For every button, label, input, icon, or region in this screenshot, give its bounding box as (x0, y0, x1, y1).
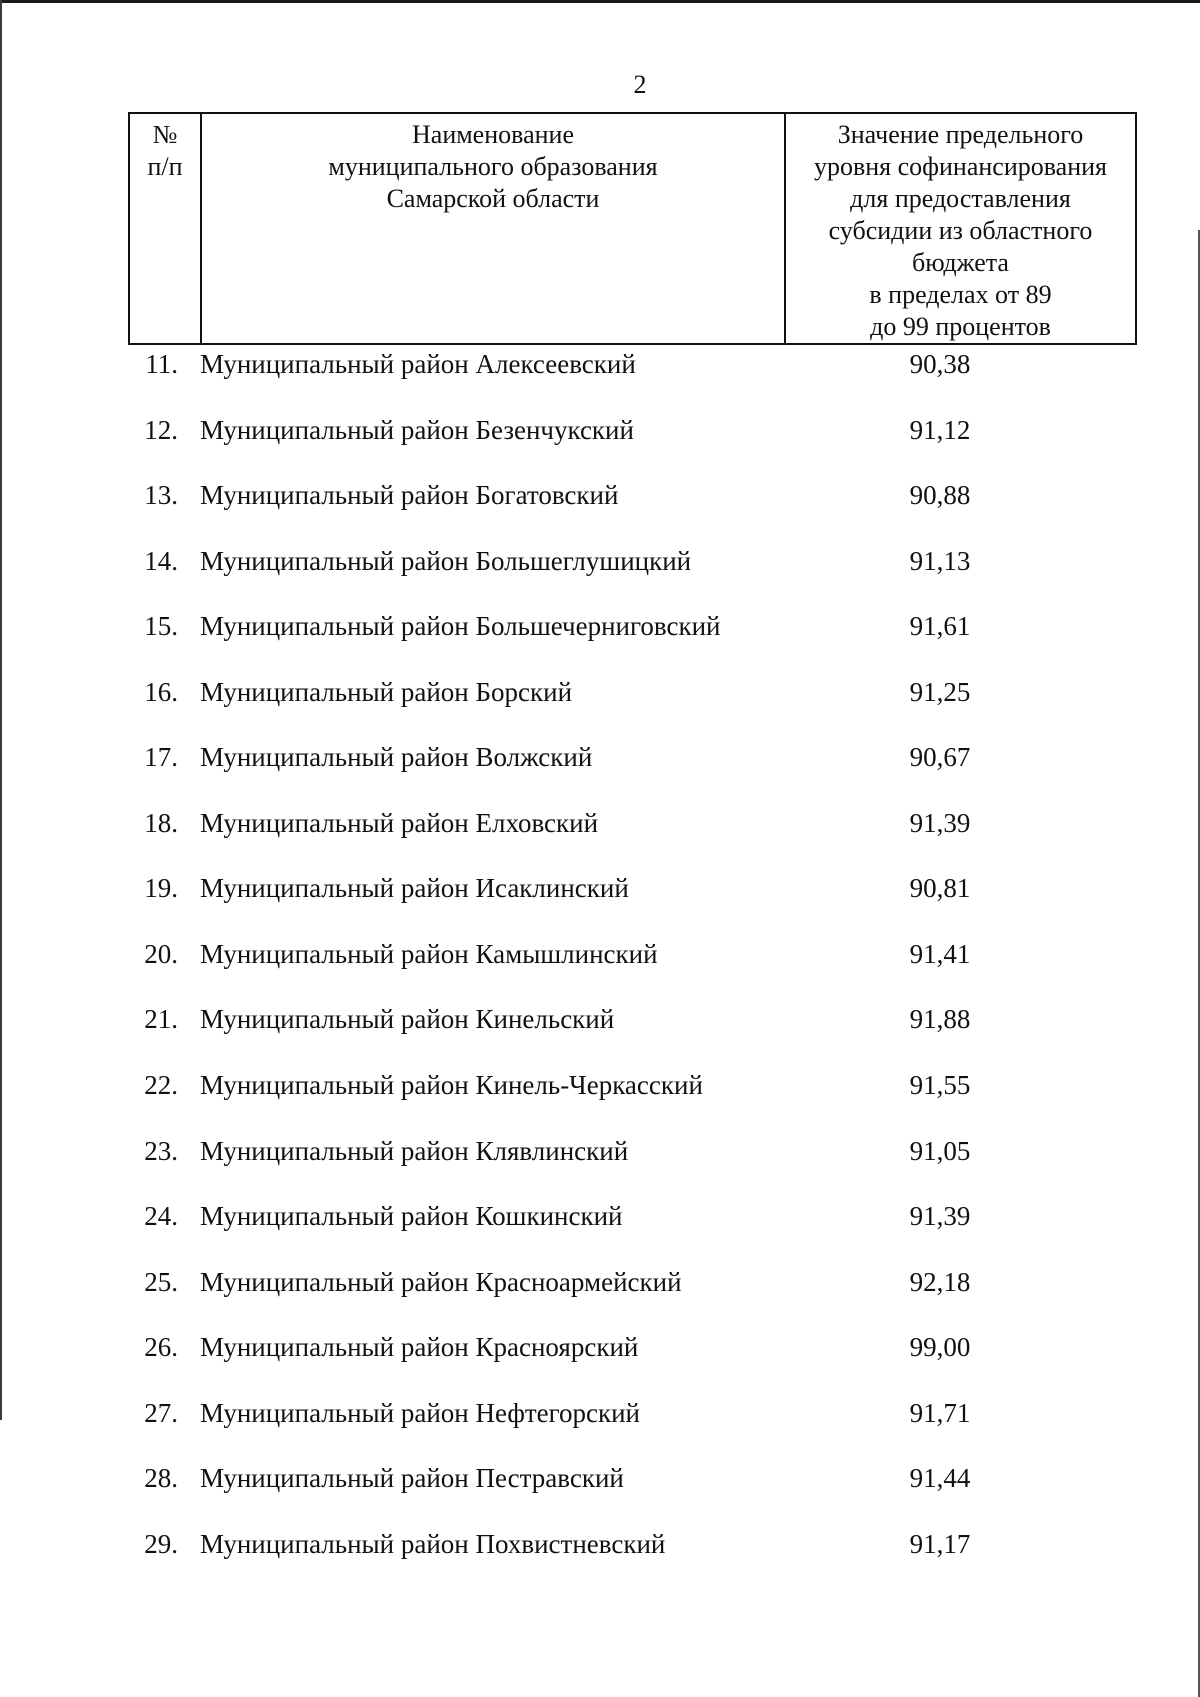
row-number: 15. (144, 611, 178, 641)
row-number: 26. (144, 1332, 178, 1362)
table-row (0, 475, 1200, 515)
header-name-cell (201, 113, 785, 344)
table-row (0, 1458, 1200, 1498)
row-value: 91,71 (909, 1398, 971, 1428)
header-value-line: уровня софинансирования (813, 152, 1108, 181)
table-row (0, 1327, 1200, 1367)
row-name: Муниципальный район Камышлинский (200, 939, 658, 969)
row-number: 22. (144, 1070, 178, 1100)
row-number: 23. (144, 1136, 178, 1166)
row-name: Муниципальный район Нефтегорский (200, 1398, 641, 1428)
row-name: Муниципальный район Богатовский (200, 480, 619, 510)
table-row (0, 999, 1200, 1039)
table-row (0, 1262, 1200, 1302)
row-value: 91,44 (909, 1463, 971, 1493)
row-value: 91,13 (909, 546, 971, 576)
header-value-cell (785, 113, 1136, 344)
table-row (0, 737, 1200, 777)
row-number: 24. (144, 1201, 178, 1231)
row-number: 20. (144, 939, 178, 969)
table-row (0, 1524, 1200, 1564)
row-name: Муниципальный район Пестравский (200, 1463, 624, 1493)
row-number: 27. (144, 1398, 178, 1428)
row-name: Муниципальный район Исаклинский (200, 873, 629, 903)
row-value: 91,12 (909, 415, 971, 445)
header-num-cell (129, 113, 201, 344)
row-value: 90,67 (909, 742, 971, 772)
row-name: Муниципальный район Красноармейский (200, 1267, 682, 1297)
row-value: 91,61 (909, 611, 971, 641)
table-row (0, 1196, 1200, 1236)
header-name-line: муниципального образования (328, 152, 658, 181)
table-row (0, 868, 1200, 908)
row-value: 91,55 (909, 1070, 971, 1100)
row-value: 92,18 (909, 1267, 971, 1297)
row-name: Муниципальный район Кинель-Черкасский (200, 1070, 703, 1100)
row-name: Муниципальный район Кинельский (200, 1004, 615, 1034)
row-number: 12. (144, 415, 178, 445)
header-value-line: до 99 процентов (870, 312, 1051, 341)
page-number: 2 (633, 70, 647, 99)
row-number: 17. (144, 742, 178, 772)
row-value: 91,41 (909, 939, 971, 969)
row-name: Муниципальный район Безенчукский (200, 415, 634, 445)
row-number: 16. (144, 677, 178, 707)
row-value: 99,00 (909, 1332, 971, 1362)
row-number: 18. (144, 808, 178, 838)
row-name: Муниципальный район Алексеевский (200, 349, 636, 379)
header-value-line: бюджета (912, 248, 1009, 277)
row-number: 28. (144, 1463, 178, 1493)
row-value: 91,88 (909, 1004, 971, 1034)
table-row (0, 1065, 1200, 1105)
table-row (0, 1131, 1200, 1171)
row-name: Муниципальный район Похвистневский (200, 1529, 666, 1559)
row-value: 91,39 (909, 808, 971, 838)
row-value: 90,38 (909, 349, 971, 379)
table-row (0, 1393, 1200, 1433)
row-name: Муниципальный район Кошкинский (200, 1201, 623, 1231)
table-row (0, 606, 1200, 646)
table-row (0, 803, 1200, 843)
header-value-line: субсидии из областного (828, 216, 1093, 245)
row-value: 91,17 (909, 1529, 971, 1559)
header-num-line: № (152, 120, 178, 149)
table-header (128, 112, 1137, 345)
row-number: 11. (145, 349, 178, 379)
row-name: Муниципальный район Большеглушицкий (200, 546, 692, 576)
header-value-line: для предоставления (850, 184, 1071, 213)
table-row (0, 934, 1200, 974)
row-value: 90,88 (909, 480, 971, 510)
row-number: 29. (144, 1529, 178, 1559)
row-number: 21. (144, 1004, 178, 1034)
header-name-line: Самарской области (386, 184, 600, 213)
row-name: Муниципальный район Красноярский (200, 1332, 639, 1362)
header-value-line: Значение предельного (837, 120, 1084, 149)
table-row (0, 344, 1200, 384)
row-value: 91,39 (909, 1201, 971, 1231)
row-name: Муниципальный район Борский (200, 677, 573, 707)
header-value-line: в пределах от 89 (869, 280, 1052, 309)
row-number: 14. (144, 546, 178, 576)
table-row (0, 410, 1200, 450)
row-value: 90,81 (909, 873, 971, 903)
row-name: Муниципальный район Волжский (200, 742, 593, 772)
row-name: Муниципальный район Большечерниговский (200, 611, 721, 641)
scan-edge-top (0, 0, 1200, 3)
row-value: 91,05 (909, 1136, 971, 1166)
table-row (0, 672, 1200, 712)
row-value: 91,25 (909, 677, 971, 707)
row-number: 25. (144, 1267, 178, 1297)
row-name: Муниципальный район Клявлинский (200, 1136, 629, 1166)
row-number: 13. (144, 480, 178, 510)
row-number: 19. (144, 873, 178, 903)
row-name: Муниципальный район Елховский (200, 808, 599, 838)
header-num-line: п/п (147, 152, 183, 181)
table-row (0, 541, 1200, 581)
header-name-line: Наименование (412, 120, 574, 149)
